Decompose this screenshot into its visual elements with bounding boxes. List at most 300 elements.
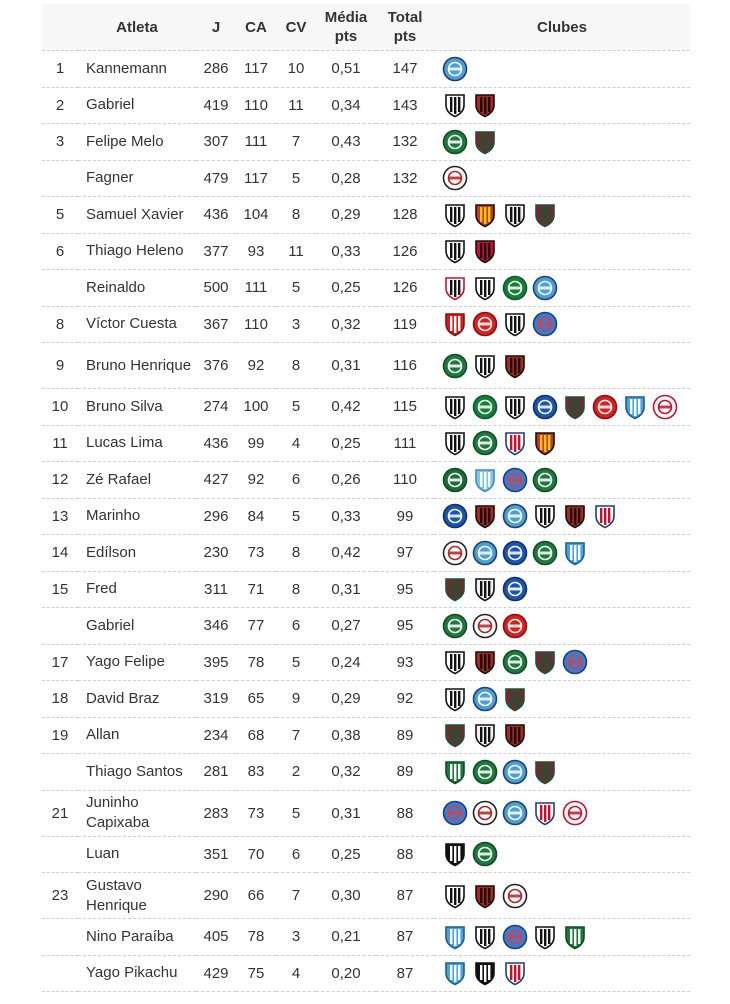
position-cell: 5 bbox=[42, 197, 78, 234]
yellow-cards-cell: 92 bbox=[236, 343, 276, 389]
ranking-table-container bbox=[42, 4, 690, 992]
clubs-cell bbox=[434, 919, 690, 956]
red-cards-cell: 3 bbox=[276, 919, 316, 956]
yellow-cards-cell: 73 bbox=[236, 790, 276, 836]
red-cards-cell: 8 bbox=[276, 535, 316, 572]
yellow-cards-cell: 110 bbox=[236, 87, 276, 124]
flamengo-crest-icon bbox=[472, 883, 498, 909]
ceara-crest-icon bbox=[442, 202, 468, 228]
america-rn-crest-icon bbox=[652, 394, 678, 420]
red-cards-cell: 8 bbox=[276, 571, 316, 608]
header-red-cards: CV bbox=[285, 18, 307, 36]
average-points-cell: 0,26 bbox=[316, 462, 376, 499]
fortaleza-crest-icon bbox=[502, 430, 528, 456]
header-clubs: Clubes bbox=[536, 18, 587, 36]
club-badges bbox=[436, 129, 688, 155]
position-cell: 9 bbox=[42, 343, 78, 389]
header-average-line2: pts bbox=[334, 28, 358, 45]
games-cell: 283 bbox=[196, 790, 236, 836]
header-average-line1: Média bbox=[324, 9, 368, 26]
total-points-cell: 87 bbox=[376, 873, 434, 919]
cruzeiro-crest-icon bbox=[532, 394, 558, 420]
fluminense-crest-icon bbox=[562, 394, 588, 420]
club-badges bbox=[436, 686, 688, 712]
sao-paulo-crest-icon bbox=[442, 275, 468, 301]
clubs-cell bbox=[434, 270, 690, 307]
clubs-cell bbox=[434, 790, 690, 836]
atletico-mg-crest-icon bbox=[502, 202, 528, 228]
santos-crest-icon bbox=[472, 353, 498, 379]
america-mg-crest-icon bbox=[442, 759, 468, 785]
position-cell: 19 bbox=[42, 717, 78, 754]
table-row bbox=[42, 306, 690, 343]
yellow-cards-cell: 68 bbox=[236, 717, 276, 754]
yellow-cards-cell: 83 bbox=[236, 754, 276, 791]
average-points-cell: 0,29 bbox=[316, 681, 376, 718]
total-points-cell: 89 bbox=[376, 717, 434, 754]
position-cell: 13 bbox=[42, 498, 78, 535]
table-row bbox=[42, 343, 690, 389]
athlete-name-cell: Fred bbox=[78, 571, 196, 608]
total-points-cell: 88 bbox=[376, 836, 434, 873]
club-badges bbox=[436, 353, 688, 379]
corinthians-crest-icon bbox=[442, 165, 468, 191]
clubs-cell bbox=[434, 535, 690, 572]
athlete-name-cell: Bruno Silva bbox=[78, 389, 196, 426]
corinthians-crest-icon bbox=[472, 613, 498, 639]
average-points-cell: 0,25 bbox=[316, 836, 376, 873]
table-body bbox=[42, 51, 690, 992]
average-points-cell: 0,34 bbox=[316, 87, 376, 124]
header-total-line2: pts bbox=[393, 28, 417, 45]
athlete-name-cell: Reinaldo bbox=[78, 270, 196, 307]
games-cell: 311 bbox=[196, 571, 236, 608]
internacional-crest-icon bbox=[472, 311, 498, 337]
palmeiras-crest-icon bbox=[532, 467, 558, 493]
yellow-cards-cell: 99 bbox=[236, 425, 276, 462]
atletico-mg-crest-icon bbox=[472, 722, 498, 748]
clubs-cell bbox=[434, 873, 690, 919]
total-points-cell: 95 bbox=[376, 571, 434, 608]
games-cell: 274 bbox=[196, 389, 236, 426]
fluminense-crest-icon bbox=[442, 576, 468, 602]
total-points-cell: 126 bbox=[376, 270, 434, 307]
header-position bbox=[42, 4, 78, 51]
yellow-cards-cell: 70 bbox=[236, 836, 276, 873]
average-points-cell: 0,31 bbox=[316, 571, 376, 608]
gremio-crest-icon bbox=[472, 540, 498, 566]
club-badges bbox=[436, 576, 688, 602]
clubs-cell bbox=[434, 51, 690, 88]
red-cards-cell: 8 bbox=[276, 343, 316, 389]
club-badges bbox=[436, 649, 688, 675]
figueirense-crest-icon bbox=[442, 238, 468, 264]
yellow-cards-cell: 73 bbox=[236, 535, 276, 572]
palmeiras-crest-icon bbox=[472, 430, 498, 456]
santos-crest-icon bbox=[532, 503, 558, 529]
games-cell: 405 bbox=[196, 919, 236, 956]
yellow-cards-cell: 78 bbox=[236, 644, 276, 681]
athlete-name-cell: Allan bbox=[78, 717, 196, 754]
clubs-cell bbox=[434, 571, 690, 608]
botafogo-crest-icon bbox=[502, 394, 528, 420]
games-cell: 319 bbox=[196, 681, 236, 718]
flamengo-crest-icon bbox=[502, 722, 528, 748]
athlete-name-cell: Bruno Henrique bbox=[78, 343, 196, 389]
total-points-cell: 143 bbox=[376, 87, 434, 124]
red-cards-cell: 6 bbox=[276, 462, 316, 499]
red-cards-cell: 5 bbox=[276, 790, 316, 836]
athlete-name-cell: Thiago Heleno bbox=[78, 233, 196, 270]
position-cell: 17 bbox=[42, 644, 78, 681]
clubs-cell bbox=[434, 233, 690, 270]
total-points-cell: 111 bbox=[376, 425, 434, 462]
clubs-cell bbox=[434, 644, 690, 681]
total-points-cell: 93 bbox=[376, 644, 434, 681]
corinthians-crest-icon bbox=[442, 540, 468, 566]
position-cell bbox=[42, 608, 78, 645]
total-points-cell: 128 bbox=[376, 197, 434, 234]
header-games: J bbox=[211, 18, 221, 36]
table-row bbox=[42, 681, 690, 718]
yellow-cards-cell: 104 bbox=[236, 197, 276, 234]
corinthians-crest-icon bbox=[502, 883, 528, 909]
athlete-name-cell: Nino Paraíba bbox=[78, 919, 196, 956]
table-row bbox=[42, 498, 690, 535]
clubs-cell bbox=[434, 425, 690, 462]
club-badges bbox=[436, 92, 688, 118]
club-badges bbox=[436, 311, 688, 337]
ceara-crest-icon bbox=[442, 394, 468, 420]
table-row bbox=[42, 233, 690, 270]
clubs-cell bbox=[434, 343, 690, 389]
palmeiras-crest-icon bbox=[442, 613, 468, 639]
table-row bbox=[42, 124, 690, 161]
athlete-name-cell: Fagner bbox=[78, 160, 196, 197]
club-badges bbox=[436, 800, 688, 826]
position-cell bbox=[42, 754, 78, 791]
header-total-line1: Total bbox=[387, 9, 423, 26]
position-cell: 18 bbox=[42, 681, 78, 718]
table-header bbox=[42, 4, 690, 51]
ranking-table bbox=[42, 4, 690, 992]
chapecoense-crest-icon bbox=[472, 394, 498, 420]
palmeiras-crest-icon bbox=[472, 841, 498, 867]
table-row bbox=[42, 717, 690, 754]
red-cards-cell: 3 bbox=[276, 306, 316, 343]
red-cards-cell: 11 bbox=[276, 87, 316, 124]
table-row bbox=[42, 389, 690, 426]
red-cards-cell: 6 bbox=[276, 836, 316, 873]
red-cards-cell: 7 bbox=[276, 124, 316, 161]
position-cell: 2 bbox=[42, 87, 78, 124]
clubs-cell bbox=[434, 754, 690, 791]
yellow-cards-cell: 111 bbox=[236, 270, 276, 307]
club-badges bbox=[436, 430, 688, 456]
athlete-name-cell: Edílson bbox=[78, 535, 196, 572]
goias-crest-icon bbox=[532, 540, 558, 566]
athlete-name-cell: Samuel Xavier bbox=[78, 197, 196, 234]
table-row bbox=[42, 790, 690, 836]
internacional-crest-icon bbox=[592, 394, 618, 420]
red-cards-cell: 5 bbox=[276, 498, 316, 535]
games-cell: 500 bbox=[196, 270, 236, 307]
total-points-cell: 116 bbox=[376, 343, 434, 389]
table-row bbox=[42, 160, 690, 197]
athlete-name-cell: Yago Felipe bbox=[78, 644, 196, 681]
games-cell: 286 bbox=[196, 51, 236, 88]
header-total-points bbox=[376, 4, 434, 51]
games-cell: 436 bbox=[196, 425, 236, 462]
table-row bbox=[42, 425, 690, 462]
fortaleza-crest-icon bbox=[532, 800, 558, 826]
average-points-cell: 0,25 bbox=[316, 425, 376, 462]
position-cell bbox=[42, 836, 78, 873]
red-cards-cell: 5 bbox=[276, 270, 316, 307]
athletico-pr-crest-icon bbox=[472, 238, 498, 264]
total-points-cell: 115 bbox=[376, 389, 434, 426]
gremio-crest-icon bbox=[502, 759, 528, 785]
position-cell: 6 bbox=[42, 233, 78, 270]
average-points-cell: 0,32 bbox=[316, 754, 376, 791]
santos-crest-icon bbox=[442, 92, 468, 118]
total-points-cell: 147 bbox=[376, 51, 434, 88]
clubs-cell bbox=[434, 608, 690, 645]
average-points-cell: 0,20 bbox=[316, 955, 376, 992]
vitoria-crest-icon bbox=[472, 503, 498, 529]
fluminense-crest-icon bbox=[502, 686, 528, 712]
clubs-cell bbox=[434, 197, 690, 234]
table-row bbox=[42, 919, 690, 956]
table-row bbox=[42, 608, 690, 645]
games-cell: 307 bbox=[196, 124, 236, 161]
yellow-cards-cell: 77 bbox=[236, 608, 276, 645]
fluminense-crest-icon bbox=[442, 722, 468, 748]
vasco-crest-icon bbox=[442, 841, 468, 867]
red-cards-cell: 4 bbox=[276, 955, 316, 992]
position-cell: 3 bbox=[42, 124, 78, 161]
position-cell: 15 bbox=[42, 571, 78, 608]
average-points-cell: 0,31 bbox=[316, 790, 376, 836]
flamengo-crest-icon bbox=[502, 353, 528, 379]
table-row bbox=[42, 644, 690, 681]
games-cell: 290 bbox=[196, 873, 236, 919]
average-points-cell: 0,42 bbox=[316, 535, 376, 572]
club-badges bbox=[436, 924, 688, 950]
clubs-cell bbox=[434, 717, 690, 754]
position-cell: 14 bbox=[42, 535, 78, 572]
games-cell: 427 bbox=[196, 462, 236, 499]
total-points-cell: 97 bbox=[376, 535, 434, 572]
average-points-cell: 0,31 bbox=[316, 343, 376, 389]
total-points-cell: 132 bbox=[376, 124, 434, 161]
total-points-cell: 92 bbox=[376, 681, 434, 718]
table-row bbox=[42, 462, 690, 499]
red-cards-cell: 7 bbox=[276, 717, 316, 754]
clubs-cell bbox=[434, 306, 690, 343]
position-cell: 11 bbox=[42, 425, 78, 462]
position-cell: 10 bbox=[42, 389, 78, 426]
games-cell: 395 bbox=[196, 644, 236, 681]
position-cell bbox=[42, 160, 78, 197]
chapecoense-crest-icon bbox=[502, 275, 528, 301]
athlete-name-cell: Zé Rafael bbox=[78, 462, 196, 499]
average-points-cell: 0,25 bbox=[316, 270, 376, 307]
table-row bbox=[42, 87, 690, 124]
clubs-cell bbox=[434, 681, 690, 718]
table-row bbox=[42, 51, 690, 88]
red-cards-cell: 4 bbox=[276, 425, 316, 462]
athlete-name-cell: Felipe Melo bbox=[78, 124, 196, 161]
club-badges bbox=[436, 960, 688, 986]
average-points-cell: 0,21 bbox=[316, 919, 376, 956]
clubs-cell bbox=[434, 124, 690, 161]
yellow-cards-cell: 65 bbox=[236, 681, 276, 718]
clubs-cell bbox=[434, 87, 690, 124]
flamengo-crest-icon bbox=[562, 503, 588, 529]
total-points-cell: 87 bbox=[376, 955, 434, 992]
average-points-cell: 0,24 bbox=[316, 644, 376, 681]
total-points-cell: 88 bbox=[376, 790, 434, 836]
table-row bbox=[42, 197, 690, 234]
athlete-name-cell: Thiago Santos bbox=[78, 754, 196, 791]
total-points-cell: 95 bbox=[376, 608, 434, 645]
clubs-cell bbox=[434, 955, 690, 992]
position-cell: 12 bbox=[42, 462, 78, 499]
games-cell: 351 bbox=[196, 836, 236, 873]
bahia-crest-icon bbox=[502, 467, 528, 493]
santos-crest-icon bbox=[442, 883, 468, 909]
athlete-name-cell: Kannemann bbox=[78, 51, 196, 88]
athlete-name-cell: Víctor Cuesta bbox=[78, 306, 196, 343]
santos-crest-icon bbox=[442, 686, 468, 712]
table-row bbox=[42, 535, 690, 572]
palmeiras-crest-icon bbox=[442, 129, 468, 155]
santos-crest-icon bbox=[442, 430, 468, 456]
red-cards-cell: 5 bbox=[276, 389, 316, 426]
club-badges bbox=[436, 238, 688, 264]
games-cell: 436 bbox=[196, 197, 236, 234]
club-badges bbox=[436, 394, 688, 420]
games-cell: 281 bbox=[196, 754, 236, 791]
bahia-crest-icon bbox=[442, 800, 468, 826]
table-row bbox=[42, 873, 690, 919]
fluminense-crest-icon bbox=[532, 759, 558, 785]
athlete-name-cell: Lucas Lima bbox=[78, 425, 196, 462]
athlete-name-cell: Gabriel bbox=[78, 87, 196, 124]
paysandu-crest-icon bbox=[442, 960, 468, 986]
games-cell: 376 bbox=[196, 343, 236, 389]
goias-crest-icon bbox=[442, 353, 468, 379]
fortaleza-crest-icon bbox=[592, 503, 618, 529]
red-cards-cell: 6 bbox=[276, 608, 316, 645]
clubs-cell bbox=[434, 160, 690, 197]
total-points-cell: 126 bbox=[376, 233, 434, 270]
atletico-mg-crest-icon bbox=[472, 576, 498, 602]
header-average-points bbox=[316, 4, 376, 51]
gremio-crest-icon bbox=[532, 275, 558, 301]
vasco-crest-icon bbox=[472, 960, 498, 986]
position-cell bbox=[42, 955, 78, 992]
average-points-cell: 0,30 bbox=[316, 873, 376, 919]
total-points-cell: 110 bbox=[376, 462, 434, 499]
table-row bbox=[42, 836, 690, 873]
fortaleza-crest-icon bbox=[502, 960, 528, 986]
position-cell: 8 bbox=[42, 306, 78, 343]
yellow-cards-cell: 66 bbox=[236, 873, 276, 919]
red-cards-cell: 5 bbox=[276, 644, 316, 681]
yellow-cards-cell: 75 bbox=[236, 955, 276, 992]
games-cell: 230 bbox=[196, 535, 236, 572]
vitoria-crest-icon bbox=[472, 649, 498, 675]
games-cell: 377 bbox=[196, 233, 236, 270]
yellow-cards-cell: 93 bbox=[236, 233, 276, 270]
average-points-cell: 0,27 bbox=[316, 608, 376, 645]
club-badges bbox=[436, 841, 688, 867]
table-row bbox=[42, 955, 690, 992]
clubs-cell bbox=[434, 498, 690, 535]
average-points-cell: 0,42 bbox=[316, 389, 376, 426]
club-badges bbox=[436, 540, 688, 566]
club-badges bbox=[436, 165, 688, 191]
average-points-cell: 0,33 bbox=[316, 498, 376, 535]
games-cell: 429 bbox=[196, 955, 236, 992]
header-athlete: Atleta bbox=[116, 18, 158, 36]
total-points-cell: 99 bbox=[376, 498, 434, 535]
club-badges bbox=[436, 613, 688, 639]
position-cell: 23 bbox=[42, 873, 78, 919]
yellow-cards-cell: 110 bbox=[236, 306, 276, 343]
athlete-name-cell: Yago Pikachu bbox=[78, 955, 196, 992]
average-points-cell: 0,43 bbox=[316, 124, 376, 161]
games-cell: 346 bbox=[196, 608, 236, 645]
position-cell: 1 bbox=[42, 51, 78, 88]
cruzeiro-crest-icon bbox=[442, 503, 468, 529]
yellow-cards-cell: 92 bbox=[236, 462, 276, 499]
ceara-crest-icon bbox=[532, 924, 558, 950]
gremio-crest-icon bbox=[472, 686, 498, 712]
athlete-name-cell: Luan bbox=[78, 836, 196, 873]
position-cell: 21 bbox=[42, 790, 78, 836]
average-points-cell: 0,29 bbox=[316, 197, 376, 234]
average-points-cell: 0,32 bbox=[316, 306, 376, 343]
internacional-crest-icon bbox=[502, 613, 528, 639]
red-cards-cell: 8 bbox=[276, 197, 316, 234]
red-cards-cell: 5 bbox=[276, 160, 316, 197]
coritiba-crest-icon bbox=[442, 467, 468, 493]
average-points-cell: 0,51 bbox=[316, 51, 376, 88]
table-row bbox=[42, 571, 690, 608]
gremio-crest-icon bbox=[502, 800, 528, 826]
yellow-cards-cell: 100 bbox=[236, 389, 276, 426]
yellow-cards-cell: 111 bbox=[236, 124, 276, 161]
sport-crest-icon bbox=[472, 202, 498, 228]
gremio-crest-icon bbox=[502, 503, 528, 529]
yellow-cards-cell: 117 bbox=[236, 51, 276, 88]
red-cards-cell: 10 bbox=[276, 51, 316, 88]
red-cards-cell: 11 bbox=[276, 233, 316, 270]
santos-crest-icon bbox=[472, 924, 498, 950]
bahia-crest-icon bbox=[532, 311, 558, 337]
botafogo-crest-icon bbox=[502, 311, 528, 337]
figueirense-crest-icon bbox=[442, 649, 468, 675]
table-row bbox=[42, 754, 690, 791]
average-points-cell: 0,28 bbox=[316, 160, 376, 197]
athlete-name-cell: Juninho Capixaba bbox=[78, 790, 196, 836]
goias-crest-icon bbox=[502, 649, 528, 675]
corinthians-crest-icon bbox=[472, 800, 498, 826]
ceara-crest-icon bbox=[472, 275, 498, 301]
